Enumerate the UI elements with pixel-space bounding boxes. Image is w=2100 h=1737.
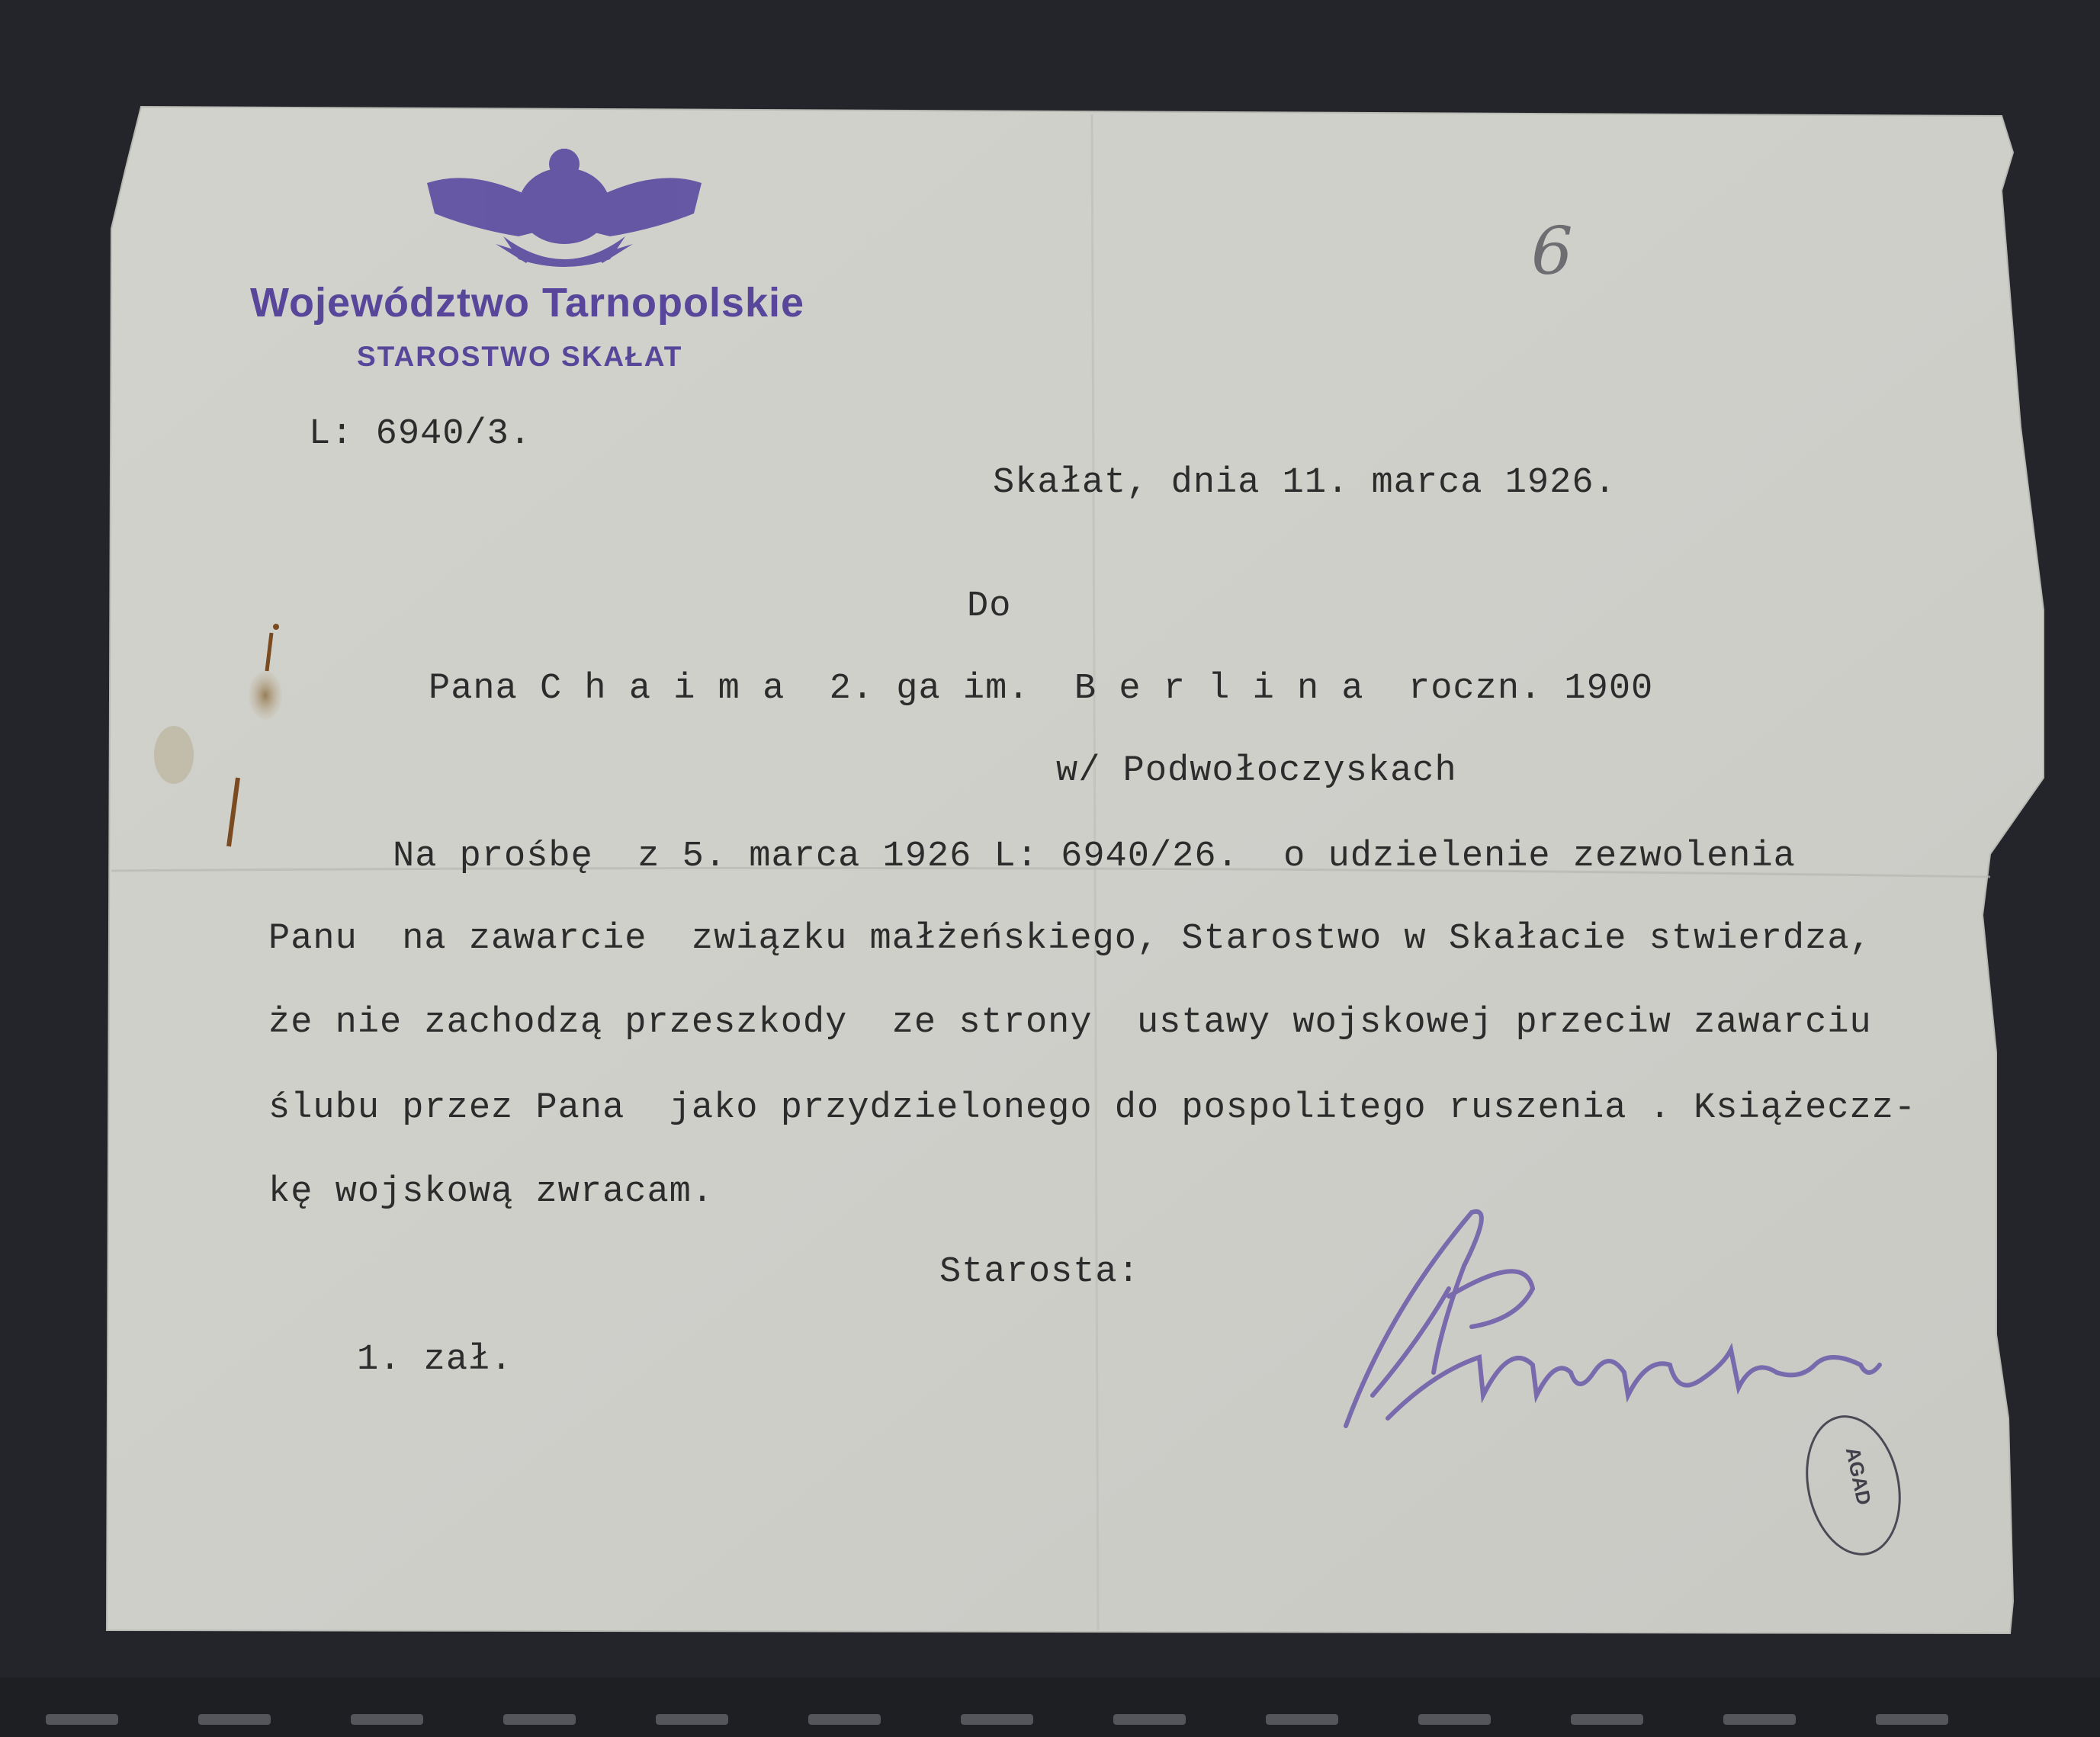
body-line: że nie zachodzą przeszkody ze strony ustawy wojskowej przeciw zawarciu	[268, 1003, 1872, 1043]
addressee-line: Pana C h a i m a 2. ga im. B e r l i n a roczn. 1900	[429, 669, 1654, 709]
body-line: Panu na zawarcie związku małżeńskiego, Starostwo w Skałacie stwierdza,	[268, 919, 1872, 959]
addressee-location: w/ Podwołoczyskach	[1056, 751, 1457, 791]
letterhead-voivodeship: Województwo Tarnopolskie	[250, 280, 805, 326]
letterhead-office: STAROSTWO SKAŁAT	[357, 341, 683, 372]
reference-number: L: 6940/3.	[309, 414, 532, 454]
body-line: Na prośbę z 5. marca 1926 L: 6940/26. o udzielenie zezwolenia	[393, 836, 1796, 877]
enclosure-note: 1. zał.	[357, 1340, 513, 1380]
salutation: Do	[967, 586, 1012, 627]
signatory-title: Starosta:	[939, 1252, 1140, 1292]
archive-stamp-label: AGAD	[1841, 1445, 1877, 1507]
body-line: ślubu przez Pana jako przydzielonego do pospolitego ruszenia . Książeczz-	[268, 1088, 1917, 1129]
body-line: kę wojskową zwracam.	[268, 1172, 714, 1212]
date-line: Skałat, dnia 11. marca 1926.	[993, 463, 1617, 503]
archive-page-number: 6	[1531, 214, 1573, 290]
